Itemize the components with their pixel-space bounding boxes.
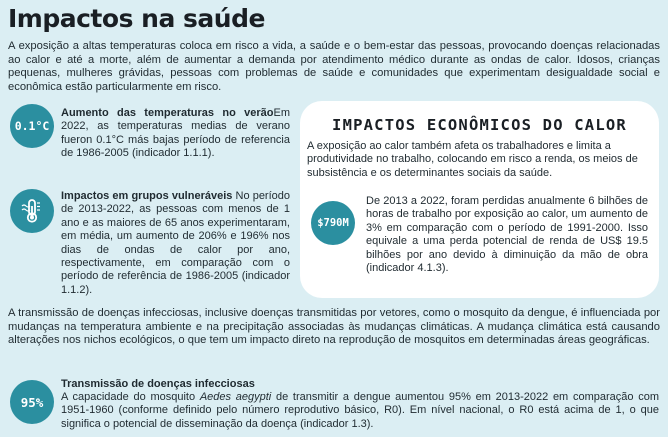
vulnerable-block <box>61 190 290 297</box>
infectious-text-before: A capacidade do mosquito <box>61 391 200 403</box>
temperature-block <box>61 107 290 161</box>
thermometer-icon <box>10 189 54 233</box>
vector-paragraph: A transmissão de doenças infecciosas, inclusive doenças transmitidas por vetores, como o mosquito da dengue, é influenciada por mudanças na temperatura ambiente e na precipitação associadas às mudanças climáticas. A mudança climática está causando alterações nos nichos ecológicos, o que tem um impacto direto na reprodução de mosquitos em determinadas áreas geográficas. <box>8 307 660 347</box>
economic-card-title: IMPACTOS ECONÔMICOS DO CALOR <box>332 116 627 134</box>
mosquito-species: Aedes aegypti <box>199 391 272 403</box>
page-title: Impactos na saúde <box>8 4 265 33</box>
infectious-heading: Transmissão de doenças infecciosas <box>61 378 255 390</box>
economic-intro: A exposição ao calor também afeta os trabalhadores e limita a produtividade no trabalho, colocando em risco a renda, os meios de subsistência e os determinantes sociais da saúde. <box>307 140 638 179</box>
temperature-badge: 0.1°C <box>10 104 54 148</box>
thermometer-icon-svg <box>18 197 46 225</box>
temperature-text: Em 2022, as temperaturas medias de verano fueron 0.1°C más bajas período de referencia de 1986-2005 (indicador 1.1.1). <box>61 107 290 160</box>
temperature-heading: Aumento das temperaturas no verão <box>61 107 274 119</box>
infectious-text-after: de transmitir a dengue aumentou 95% em 2013-2022 em comparação com 1951-1960 (conforme definido pelo número reprodutivo básico, R0). Em nível nacional, o R0 está acima de 1, o que significa o potencial de disseminação da doença (indicador 1.3). <box>61 391 660 430</box>
infectious-text <box>61 391 659 431</box>
economic-card <box>300 101 659 298</box>
intro-paragraph: A exposição a altas temperaturas coloca em risco a vida, a saúde e o bem-estar das pessoas, provocando doenças relacionadas ao calor e até a morte, além de aumentar a demanda por atendimento médico durante as ondas de calor. Idosos, crianças pequenas, mulheres grávidas, pessoas com problemas de saúde e comunidades que experimentam desigualdade social e econômica estão particularmente em risco. <box>8 40 660 93</box>
infectious-badge: 95% <box>10 380 54 424</box>
economic-text: De 2013 a 2022, foram perdidas anualmente 6 bilhões de horas de trabalho por exposição ao calor, um aumento de 3% em comparação com o período de 1991-2000. Isso equivale a uma perda potencial de renda de US$ 19.5 bilhões por ano devido à diminuição da mão de obra (indicador 4.1.3). <box>366 195 648 275</box>
economic-badge: $790M <box>311 201 355 245</box>
vulnerable-text: No período de 2013-2022, as pessoas com menos de 1 ano e as maiores de 65 anos experimentaram, em média, um aumento de 206% e 196% nos dias de ondas de calor por ano, respectivamente, em comparação com o período de referência de 1986-2005 (indicador 1.1.2). <box>61 190 291 296</box>
vulnerable-heading: Impactos em grupos vulneráveis <box>61 190 233 202</box>
